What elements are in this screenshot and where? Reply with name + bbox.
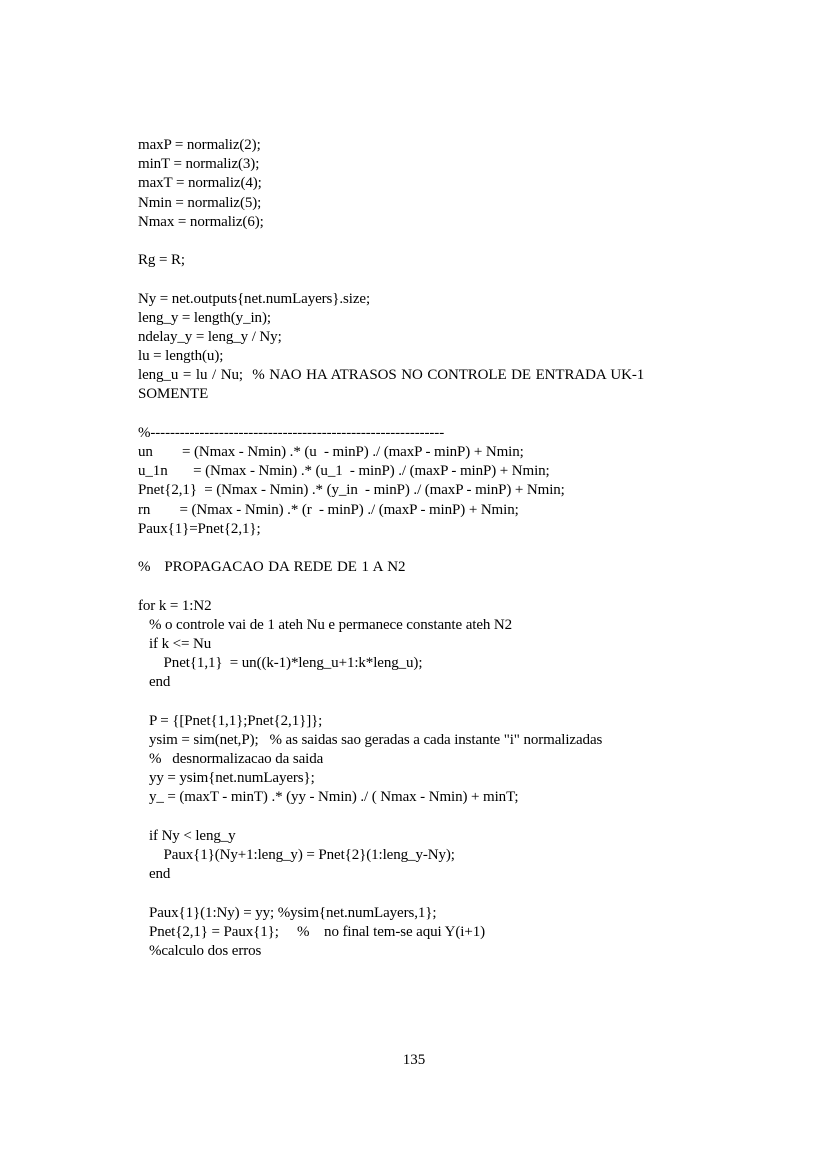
section-comment: % PROPAGACAO DA REDE DE 1 A N2 bbox=[138, 559, 406, 576]
code-line: yy = ysim{net.numLayers}; bbox=[138, 770, 315, 787]
code-line: u_1n = (Nmax - Nmin) .* (u_1 - minP) ./ (maxP - minP) + Nmin; bbox=[138, 463, 550, 480]
code-line: Rg = R; bbox=[138, 252, 185, 269]
code-line: % o controle vai de 1 ateh Nu e permanece constante ateh N2 bbox=[138, 616, 513, 633]
code-line: end bbox=[138, 674, 171, 691]
code-line: Nmin = normaliz(5); bbox=[138, 194, 262, 211]
code-line bbox=[138, 884, 778, 903]
code-line bbox=[138, 232, 778, 251]
code-line: Pnet{2,1} = Paux{1}; % no final tem-se aqui Y(i+1) bbox=[138, 923, 486, 940]
code-line: % desnormalizacao da saida bbox=[138, 751, 324, 767]
code-line: leng_u = lu / Nu; % NAO HA ATRASOS NO CONTROLE DE ENTRADA UK-1 bbox=[138, 367, 645, 384]
code-line: un = (Nmax - Nmin) .* (u - minP) ./ (maxP - minP) + Nmin; bbox=[138, 444, 524, 460]
code-line bbox=[138, 577, 778, 596]
code-line bbox=[138, 270, 778, 289]
code-line: maxT = normaliz(4); bbox=[138, 175, 262, 192]
page-number: 135 bbox=[402, 1052, 426, 1068]
comment-divider: %------------------------------------------------------------ bbox=[138, 424, 445, 441]
code-line: minT = normaliz(3); bbox=[138, 156, 260, 173]
code-line: ysim = sim(net,P); % as saidas sao geradas a cada instante "i" normalizadas bbox=[138, 731, 603, 748]
code-line bbox=[138, 692, 778, 711]
code-line: Pnet{1,1} = un((k-1)*leng_u+1:k*leng_u); bbox=[138, 655, 423, 672]
code-line: ndelay_y = leng_y / Ny; bbox=[138, 328, 282, 345]
code-line: Nmax = normaliz(6); bbox=[138, 213, 264, 230]
code-line: lu = length(u); bbox=[138, 348, 224, 365]
code-line: for k = 1:N2 bbox=[138, 597, 212, 614]
code-line: if Ny < leng_y bbox=[138, 827, 236, 844]
code-line: rn = (Nmax - Nmin) .* (r - minP) ./ (maxP - minP) + Nmin; bbox=[138, 501, 519, 518]
code-line: Pnet{2,1} = (Nmax - Nmin) .* (y_in - minP) ./ (maxP - minP) + Nmin; bbox=[138, 482, 565, 499]
code-line: Paux{1}(Ny+1:leng_y) = Pnet{2}(1:leng_y-Ny); bbox=[138, 846, 455, 863]
code-line: Ny = net.outputs{net.numLayers}.size; bbox=[138, 290, 371, 307]
code-line: end bbox=[138, 866, 171, 883]
code-line: SOMENTE bbox=[138, 386, 209, 403]
code-listing bbox=[138, 136, 778, 961]
code-line: if k <= Nu bbox=[138, 635, 212, 652]
code-line: %calculo dos erros bbox=[138, 942, 262, 959]
code-line: Paux{1}(1:Ny) = yy; %ysim{net.numLayers,1}; bbox=[138, 904, 437, 921]
code-line: P = {[Pnet{1,1};Pnet{2,1}]}; bbox=[138, 712, 323, 729]
code-line: maxP = normaliz(2); bbox=[138, 137, 261, 153]
code-line bbox=[138, 405, 778, 424]
code-line: leng_y = length(y_in); bbox=[138, 309, 271, 326]
code-line bbox=[138, 539, 778, 558]
code-line bbox=[138, 808, 778, 827]
code-line: y_ = (maxT - minT) .* (yy - Nmin) ./ ( Nmax - Nmin) + minT; bbox=[138, 789, 519, 806]
code-line: Paux{1}=Pnet{2,1}; bbox=[138, 520, 261, 537]
